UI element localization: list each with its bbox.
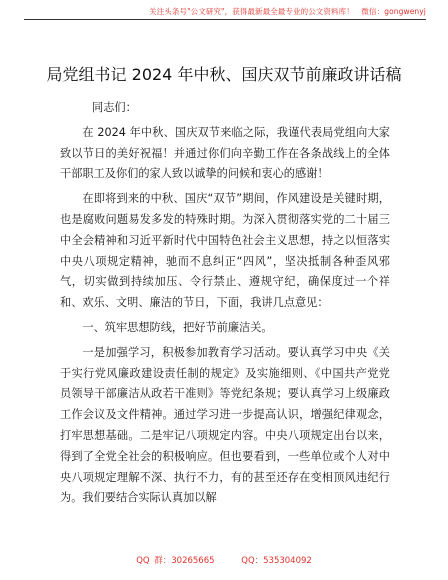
salutation: 同志们： [92,101,137,114]
footer-contact [0,554,448,566]
footer-qq-group: QQ 群：30265665 [136,556,215,566]
section-heading-1: 一、筑牢思想防线，把好节前廉洁关。 [82,320,273,334]
paragraph-3: 一是加强学习，积极参加教育学习活动。要认真学习中央《关于实行党风廉政建设责任制的规定》及实施细则、《中国共产党党员领导干部廉洁从政若干准则》等党纪条规；要认真学习上级廉政工作会议及文件精神。通过学习进一步提高认识，增强纪律观念，打牢思想基础。二是牢记八项规定内容。中央八项规定出台以来，得到了全党全社会的积极响应。但也要看到，一些单位或个人对中央八项规定理解不深、执行不力，有的甚至还存在变相顶风违纪行为。我们要结合实际认真加以解 [60,345,390,505]
header-note: 关注头条号"公文研究"，获得最新最全最专业的公文资料库！ 微信：gongwenyj [149,7,426,16]
footer-qq: QQ：535304092 [241,556,312,566]
header-divider [24,19,426,20]
paragraph-2: 在即将到来的中秋、国庆“双节”期间，作风建设是关键时期，也是腐败问题易发多发的特殊时期。为深入贯彻落实党的二十届三中全会精神和习近平新时代中国特色社会主义思想，持之以恒落实中央八项规定精神，驰而不息纠正“四风”，坚决抵制各种歪风邪气，切实做到持续加压、令行禁止、遵规守纪，确保度过一个祥和、欢乐、文明、廉洁的节日，下面，我讲几点意见： [60,192,390,310]
document-title: 局党组书记 2024 年中秋、国庆双节前廉政讲话稿 [46,64,402,84]
paragraph-1: 在 2024 年中秋、国庆双节来临之际，我谨代表局党组向大家致以节日的美好祝福！并通过你们向辛勤工作在各条战线上的全体干部职工及你们的家人致以诚挚的问候和衷心的感谢！ [60,125,390,181]
document-body [60,98,390,509]
